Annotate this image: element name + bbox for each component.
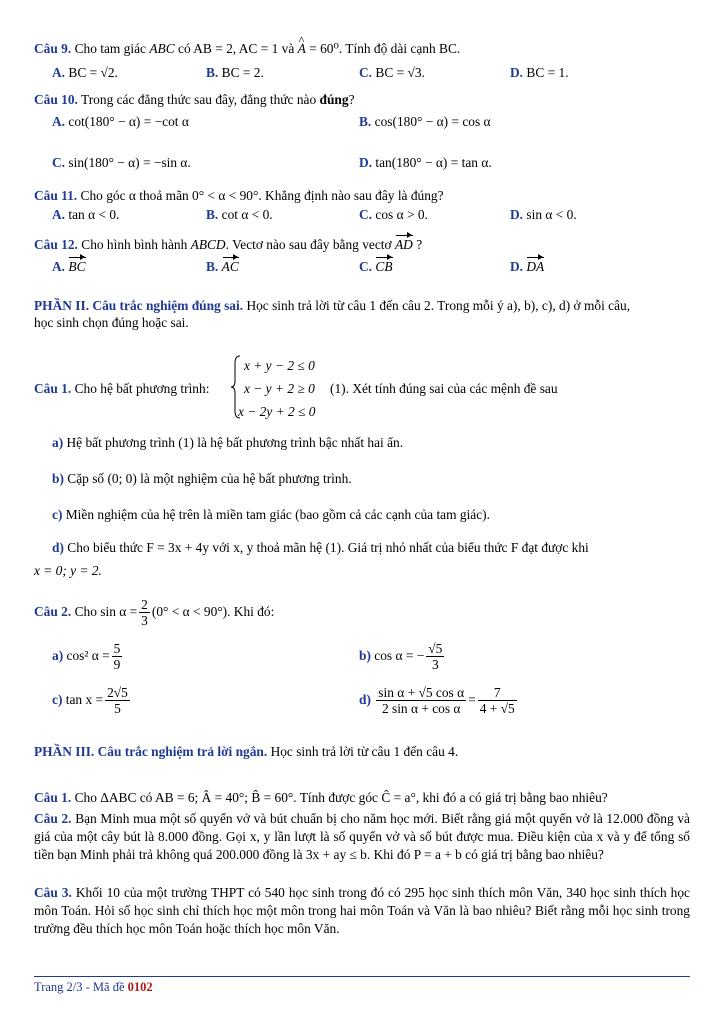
p2q1-item-a[interactable]: a) Hệ bất phương trình (1) là hệ bất phương trình bậc nhất hai ẩn. xyxy=(52,435,404,450)
p2q1-intro: Câu 1. Cho hệ bất phương trình: xyxy=(34,381,210,396)
p3q1: Câu 1. Cho ΔABC có AB = 6; Â = 40°; B̂ = 60°. Tính được góc Ĉ = a°, khi đó a có giá trị bằng bao nhiêu? xyxy=(34,790,608,805)
angle-hat: ^ A xyxy=(298,40,306,58)
footer xyxy=(34,978,153,996)
footer-code: 0102 xyxy=(127,980,153,994)
footer-page: Trang 2/3 - Mã đề xyxy=(34,980,125,994)
q11-stem: Câu 11. Cho góc α thoả mãn 0° < α < 90°. Khẳng định nào sau đây là đúng? xyxy=(34,188,444,203)
q10-option-b[interactable]: B. cos(180° − α) = cos α xyxy=(359,114,491,129)
p3q3: Câu 3. Khối 10 của một trường THPT có 540 học sinh trong đó có 295 học sinh thích môn Văn, 340 học sinh thích học môn Toán. Hỏi số học sinh chỉ thích học một môn trong hai môn Toán và Văn là bao nhiêu? Biết rằng mỗi học sinh trong trường đều thích học môn Toán hoặc thích học môn Văn. xyxy=(34,885,690,936)
vector-ad: AD xyxy=(394,237,413,252)
footer-divider xyxy=(34,976,690,977)
q9-option-a[interactable]: A. BC = √2. xyxy=(52,65,118,80)
q9-stem: Câu 9. Cho tam giác ABC có AB = 2, AC = 1 và ^ A = 60⁰. Tính độ dài cạnh BC. xyxy=(34,40,460,58)
q11-option-d[interactable]: D. sin α < 0. xyxy=(510,207,577,222)
q9-option-c[interactable]: C. BC = √3. xyxy=(359,65,425,80)
p2q1-item-c[interactable]: c) Miền nghiệm của hệ trên là miền tam giác (bao gồm cả các cạnh của tam giác). xyxy=(52,507,490,522)
system-eq-2: x − y + 2 ≥ 0 xyxy=(244,381,315,396)
p2q1-item-d-cont: x = 0; y = 2. xyxy=(34,563,102,578)
q12-stem: Câu 12. Cho hình bình hành ABCD. Vectơ nào sau đây bằng vectơ AD ? xyxy=(34,237,423,252)
q9-option-b[interactable]: B. BC = 2. xyxy=(206,65,264,80)
p2q1-item-b[interactable]: b) Cặp số (0; 0) là một nghiệm của hệ bất phương trình. xyxy=(52,471,352,486)
part3-heading: PHẦN III. Câu trắc nghiệm trả lời ngắn. Học sinh trả lời từ câu 1 đến câu 4. xyxy=(34,744,459,759)
q12-option-a[interactable]: A. BC xyxy=(52,259,86,274)
p2q2-item-a[interactable]: a) cos² α = $\frac{5}{9}$ xyxy=(52,641,121,673)
p2q1-item-d[interactable]: d) Cho biểu thức F = 3x + 4y với x, y thoả mãn hệ (1). Giá trị nhỏ nhất của biểu thức F đạt được khi xyxy=(52,540,589,555)
q11-option-b[interactable]: B. cot α < 0. xyxy=(206,207,273,222)
system-eq-3: x − 2y + 2 ≤ 0 xyxy=(238,404,316,419)
part2-heading: PHẦN II. Câu trắc nghiệm đúng sai. Học sinh trả lời từ câu 1 đến câu 2. Trong mỗi ý a), b), c), d) ở mỗi câu, xyxy=(34,298,631,313)
q10-stem: Câu 10. Trong các đẳng thức sau đây, đẳng thức nào đúng? xyxy=(34,92,355,107)
p2q2-stem: Câu 2. Cho sin α = $\frac{2}{3}$ (0° < α < 90°). Khi đó: xyxy=(34,597,275,629)
p2q2-item-b[interactable]: b) cos α = − $\frac{√5}{3}$ xyxy=(359,641,443,673)
part2-heading-cont: học sinh chọn đúng hoặc sai. xyxy=(34,315,189,330)
frac-2-3: $\frac{2}{3}$ xyxy=(141,597,148,629)
p2q2-item-c[interactable]: c) tan x = $\frac{2√5}{5}$ xyxy=(52,685,128,717)
q12-option-b[interactable]: B. AC xyxy=(206,259,239,274)
p2q2-item-d[interactable]: d) $\frac{\text{sin α + √5 cos α}}{\text{2 sin α + cos α}}$ = $\frac{7}{4 + √5}$ xyxy=(359,685,515,717)
system-eq-1: x + y − 2 ≤ 0 xyxy=(244,358,315,373)
q10-option-d[interactable]: D. tan(180° − α) = tan α. xyxy=(359,155,492,170)
q11-option-c[interactable]: C. cos α > 0. xyxy=(359,207,428,222)
q11-option-a[interactable]: A. tan α < 0. xyxy=(52,207,120,222)
q10-option-a[interactable]: A. cot(180° − α) = −cot α xyxy=(52,114,189,129)
p3q2: Câu 2. Bạn Minh mua một số quyển vở và bút chuẩn bị cho năm học mới. Biết rằng giá một quyển vở là 12.000 đồng và giá của một cây bút là 8.000 đồng. Gọi x, y lần lượt là số quyển vở và số bút được mua. Điều kiện của x và y để tổng số tiền bạn Minh phải trả không quá 200.000 đồng là 3x + ay ≤ b. Khi đó P = a + b có giá trị bằng bao nhiêu? xyxy=(34,811,690,862)
q12-option-d[interactable]: D. DA xyxy=(510,259,545,274)
p2q1-tag: (1). Xét tính đúng sai của các mệnh đề sau xyxy=(330,381,558,396)
q9-option-d[interactable]: D. BC = 1. xyxy=(510,65,569,80)
q9-label: Câu 9. xyxy=(34,41,72,56)
q12-option-c[interactable]: C. CB xyxy=(359,259,393,274)
q10-option-c[interactable]: C. sin(180° − α) = −sin α. xyxy=(52,155,191,170)
